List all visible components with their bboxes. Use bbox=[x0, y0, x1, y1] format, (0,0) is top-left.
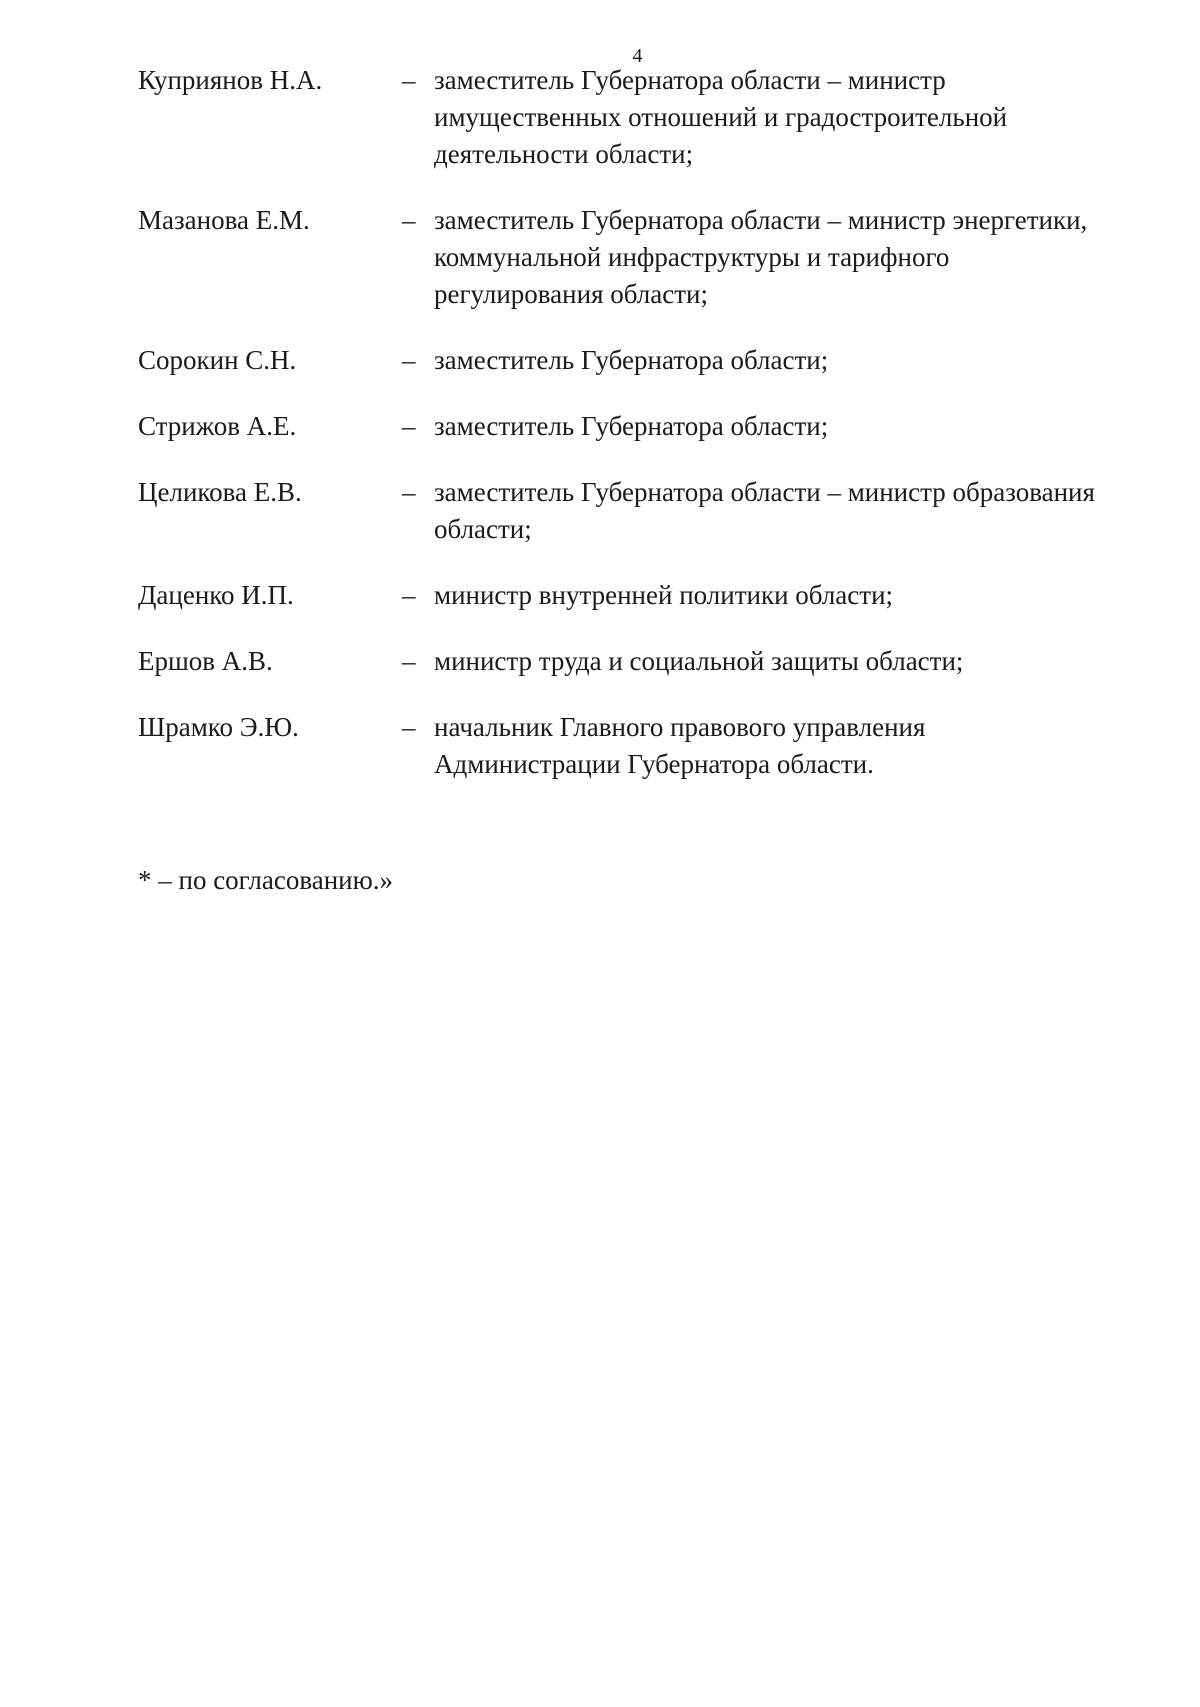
member-name: Стрижов А.Е. bbox=[138, 411, 297, 441]
member-role: министр труда и социальной защиты области; bbox=[434, 646, 964, 676]
member-entry bbox=[138, 577, 1158, 614]
member-role: заместитель Губернатора области – министр образования области; bbox=[434, 477, 1095, 544]
member-name: Мазанова Е.М. bbox=[138, 205, 310, 235]
member-name: Даценко И.П. bbox=[138, 580, 294, 610]
member-dash: – bbox=[402, 65, 416, 95]
member-entry bbox=[138, 408, 1158, 445]
member-dash: – bbox=[402, 411, 416, 441]
member-dash: – bbox=[402, 712, 416, 742]
member-role: заместитель Губернатора области – министр энергетики, коммунальной инфраструктуры и тарифного регулирования области; bbox=[434, 205, 1088, 309]
page-number: 4 bbox=[632, 45, 643, 67]
member-dash: – bbox=[402, 477, 416, 507]
member-entry bbox=[138, 62, 1158, 173]
member-role: заместитель Губернатора области – министр имущественных отношений и градостроительной деятельности области; bbox=[434, 65, 1008, 169]
member-dash: – bbox=[402, 345, 416, 375]
footnote: * – по согласованию.» bbox=[138, 865, 394, 895]
member-dash: – bbox=[402, 646, 416, 676]
member-entry bbox=[138, 342, 1158, 379]
member-role: заместитель Губернатора области; bbox=[434, 411, 829, 441]
member-name: Ершов А.В. bbox=[138, 646, 273, 676]
member-name: Шрамко Э.Ю. bbox=[138, 712, 299, 742]
member-name: Сорокин С.Н. bbox=[138, 345, 297, 375]
member-name: Целикова Е.В. bbox=[138, 477, 302, 507]
member-dash: – bbox=[402, 580, 416, 610]
member-role: начальник Главного правового управления Администрации Губернатора области. bbox=[434, 712, 926, 779]
member-entry bbox=[138, 474, 1158, 548]
member-dash: – bbox=[402, 205, 416, 235]
member-name: Куприянов Н.А. bbox=[138, 65, 323, 95]
member-entry bbox=[138, 709, 1158, 783]
member-role: министр внутренней политики области; bbox=[434, 580, 894, 610]
member-entry bbox=[138, 202, 1158, 313]
member-entry bbox=[138, 643, 1158, 680]
member-role: заместитель Губернатора области; bbox=[434, 345, 829, 375]
member-list bbox=[138, 62, 1158, 812]
